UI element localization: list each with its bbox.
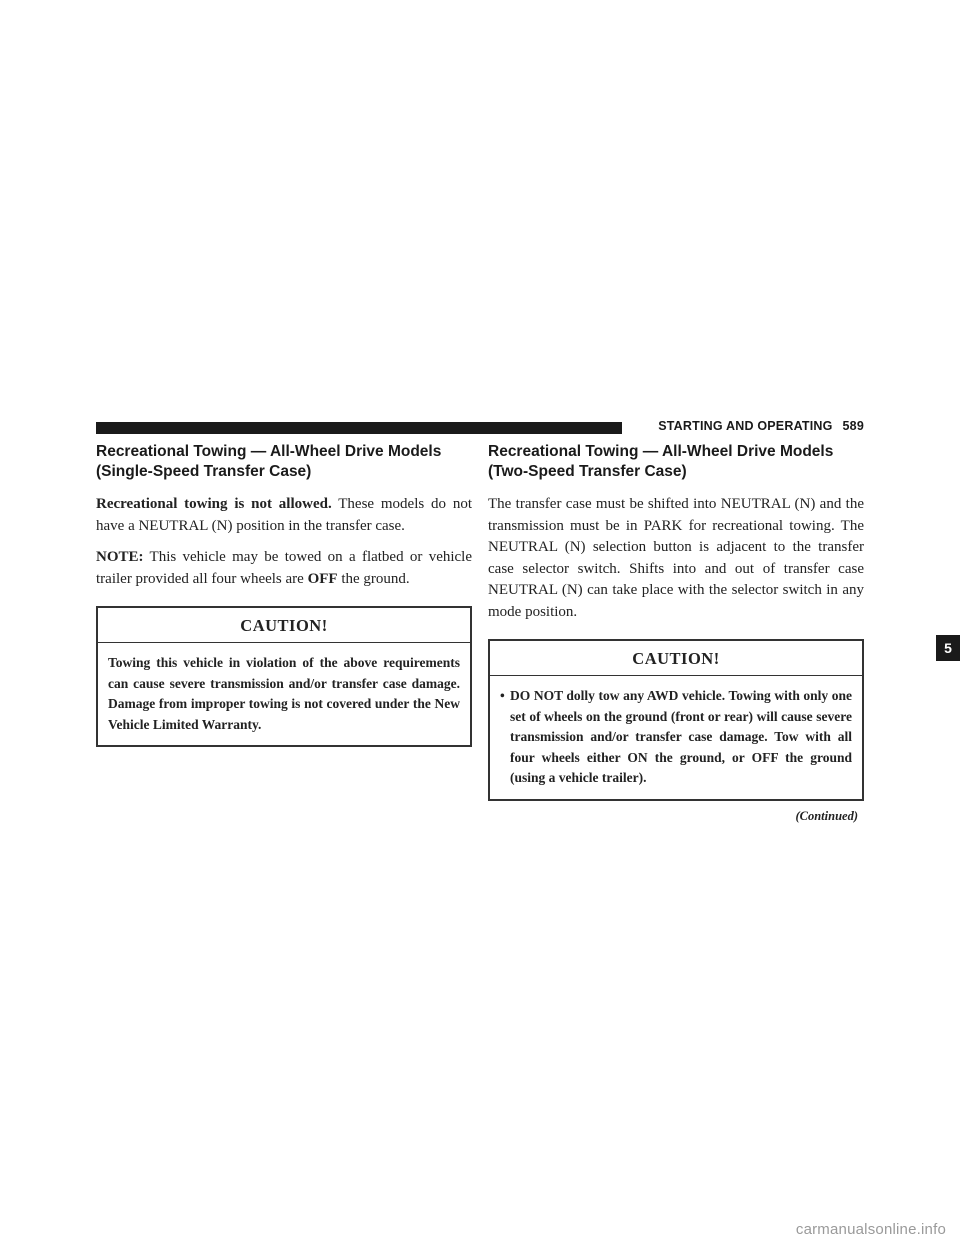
caution-bullet-item — [500, 686, 852, 789]
running-header — [658, 419, 864, 433]
note-bold: OFF — [307, 570, 338, 587]
right-caution-title: CAUTION! — [490, 641, 862, 676]
note-text-2: the ground. — [337, 570, 410, 587]
page-number: 589 — [842, 419, 864, 433]
header-rule — [96, 422, 622, 434]
right-column — [488, 442, 864, 824]
right-caution-box — [488, 639, 864, 801]
section-title: STARTING AND OPERATING — [658, 419, 833, 433]
left-caution-title: CAUTION! — [98, 608, 470, 643]
left-paragraph-1 — [96, 494, 472, 537]
caution-bullet-text: DO NOT dolly tow any AWD vehicle. Towing with only one set of wheels on the ground (front or rear) will cause severe transmission and/or transfer case damage. Tow with all four wheels either ON the ground, or OFF the ground (using a vehicle trailer). — [510, 688, 852, 785]
bullet-icon: • — [500, 688, 505, 703]
right-heading-line1: Recreational Towing — All-Wheel Drive Models — [488, 443, 834, 460]
left-note — [96, 547, 472, 590]
right-caution-body — [490, 676, 862, 799]
left-heading — [96, 442, 472, 482]
left-paragraph-1-rest: These models do not have a NEUTRAL (N) position in the transfer case. — [96, 496, 473, 534]
right-heading — [488, 442, 864, 482]
left-heading-line2: (Single-Speed Transfer Case) — [96, 463, 312, 480]
continued-label: (Continued) — [795, 808, 858, 823]
left-heading-line1: Recreational Towing — All-Wheel Drive Models — [96, 443, 442, 460]
watermark: carmanualsonline.info — [795, 1221, 946, 1238]
left-caution-box — [96, 606, 472, 747]
right-heading-line2: (Two-Speed Transfer Case) — [488, 463, 687, 480]
left-column — [96, 442, 472, 747]
note-text-1: This vehicle may be towed on a flatbed or vehicle trailer provided all four wheels are — [96, 549, 472, 587]
chapter-tab: 5 — [936, 635, 960, 661]
note-label: NOTE: — [96, 549, 144, 565]
right-paragraph-1: The transfer case must be shifted into NEUTRAL (N) and the transmission must be in PARK for recreational towing. The NEUTRAL (N) selection button is adjacent to the transfer case selector switch. Shifts into and out of transfer case NEUTRAL (N) can take place with the selector switch in any mode position. — [488, 496, 864, 620]
left-paragraph-1-bold: Recreational towing is not allowed. — [96, 496, 332, 512]
left-caution-body: Towing this vehicle in violation of the above requirements can cause severe transmission and/or transfer case damage. Damage from improper towing is not covered under the New Vehicle Limited Warranty. — [108, 655, 460, 732]
